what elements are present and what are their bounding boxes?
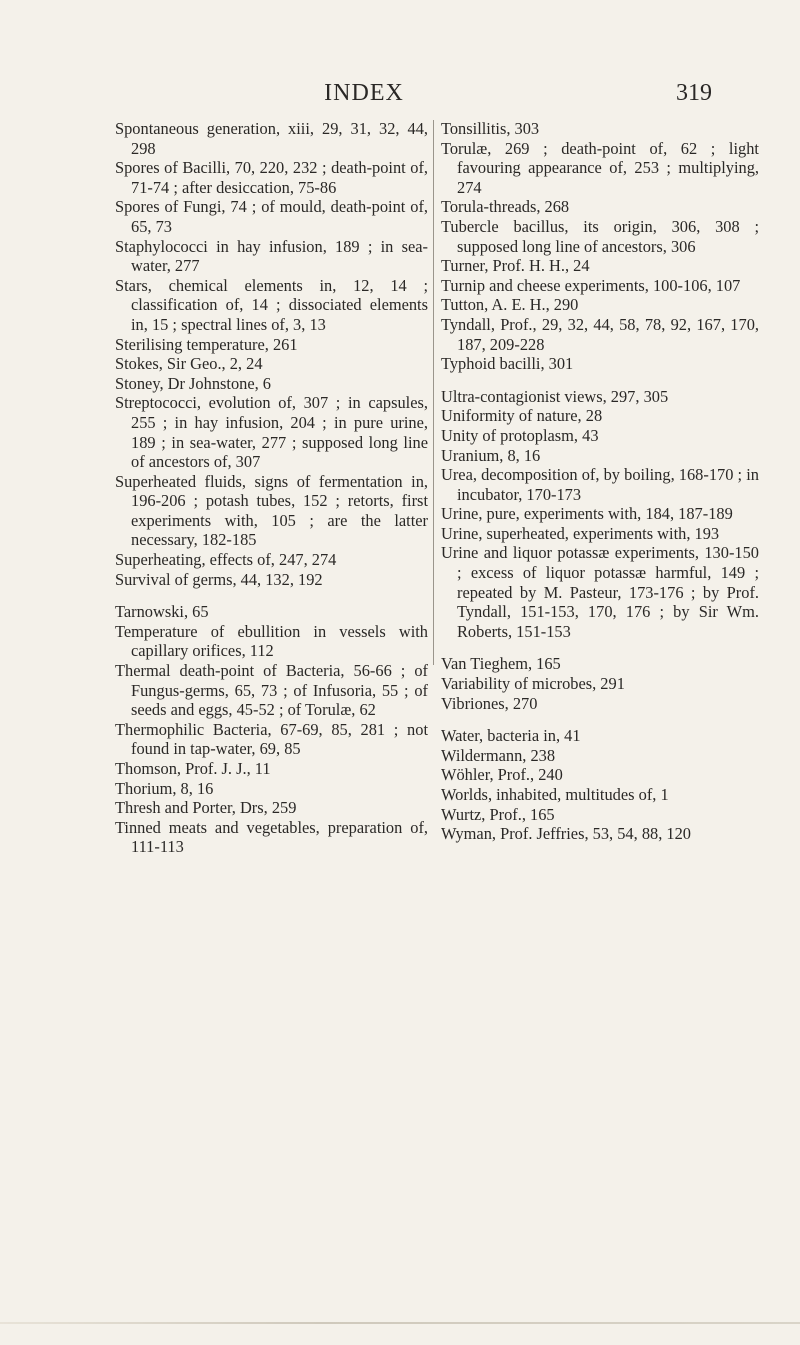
section-gap xyxy=(441,641,759,654)
index-entry: Temperature of ebullition in vessels with capillary orifices, 112 xyxy=(115,621,428,661)
index-entry: Thresh and Porter, Drs, 259 xyxy=(115,798,297,818)
index-entry: Urine and liquor potassæ experiments, 130-150 ; excess of liquor potassæ harmful, 149 ; repeated by M. Pasteur, 173-176 ; by Prof. Tyndall, 151-153, 170, 176 ; by Sir Wm. Roberts, 151-153 xyxy=(441,543,759,641)
index-entry: Turner, Prof. H. H., 24 xyxy=(441,256,590,276)
index-entry: Spores of Fungi, 74 ; of mould, death-point of, 65, 73 xyxy=(115,197,428,236)
index-entry: Staphylococci in hay infusion, 189 ; in sea-water, 277 xyxy=(115,236,428,276)
index-entry: Torula-threads, 268 xyxy=(441,197,570,217)
index-entry: Urine, pure, experiments with, 184, 187-189 xyxy=(441,504,733,524)
index-entry: Uranium, 8, 16 xyxy=(441,445,541,465)
index-entry: Urea, decomposition of, by boiling, 168-170 ; in incubator, 170-173 xyxy=(441,465,759,504)
index-entry: Thermal death-point of Bacteria, 56-66 ; of Fungus-germs, 65, 73 ; of Infusoria, 55 ; of seeds and eggs, 45-52 ; of Torulæ, 62 xyxy=(115,661,428,720)
index-entry: Superheated fluids, signs of fermentation in, 196-206 ; potash tubes, 152 ; retorts, first experiments with, 105 ; are the latter necessary, 182-185 xyxy=(115,471,428,550)
index-entry: Wyman, Prof. Jeffries, 53, 54, 88, 120 xyxy=(441,824,691,844)
index-entry: Torulæ, 269 ; death-point of, 62 ; light favouring appearance of, 253 ; multiplying, 274 xyxy=(441,138,759,197)
index-entry: Ultra-contagionist views, 297, 305 xyxy=(441,386,669,406)
index-entry: Survival of germs, 44, 132, 192 xyxy=(115,569,323,589)
index-entry: Thermophilic Bacteria, 67-69, 85, 281 ; not found in tap-water, 69, 85 xyxy=(115,719,428,759)
section-gap xyxy=(441,374,759,387)
index-entry: Turnip and cheese experiments, 100-106, 107 xyxy=(441,275,741,295)
index-entry: Superheating, effects of, 247, 274 xyxy=(115,550,337,570)
page-title: INDEX xyxy=(324,80,404,106)
index-entry: Wildermann, 238 xyxy=(441,745,556,765)
index-entry: Wurtz, Prof., 165 xyxy=(441,804,555,824)
index-entry: Sterilising temperature, 261 xyxy=(115,334,298,354)
index-entry: Tubercle bacillus, its origin, 306, 308 ; supposed long line of ancestors, 306 xyxy=(441,216,759,256)
section-gap xyxy=(441,713,759,726)
index-entry: Stars, chemical elements in, 12, 14 ; classification of, 14 ; dissociated elements in, 15 ; spectral lines of, 3, 13 xyxy=(115,275,428,334)
index-entry: Wöhler, Prof., 240 xyxy=(441,765,563,785)
index-entry: Unity of protoplasm, 43 xyxy=(441,425,599,445)
page-number: 319 xyxy=(676,80,712,106)
page-header xyxy=(0,80,800,110)
index-entry: Tutton, A. E. H., 290 xyxy=(441,295,579,315)
index-entry: Tonsillitis, 303 xyxy=(441,119,540,138)
index-entry: Thorium, 8, 16 xyxy=(115,778,214,798)
index-entry: Thomson, Prof. J. J., 11 xyxy=(115,759,271,778)
index-entry: Streptococci, evolution of, 307 ; in capsules, 255 ; in hay infusion, 204 ; in pure urine, 189 ; in sea-water, 277 ; supposed long line of ancestors of, 307 xyxy=(115,393,428,472)
index-entry: Spontaneous generation, xiii, 29, 31, 32, 44, 298 xyxy=(115,119,428,158)
index-entry: Tinned meats and vegetables, preparation of, 111-113 xyxy=(115,817,428,857)
index-entry: Uniformity of nature, 28 xyxy=(441,406,603,426)
index-entry: Typhoid bacilli, 301 xyxy=(441,354,574,374)
page-bottom-edge xyxy=(0,1322,800,1324)
index-entry: Water, bacteria in, 41 xyxy=(441,726,581,746)
index-entry: Worlds, inhabited, multitudes of, 1 xyxy=(441,785,669,804)
index-entry: Stoney, Dr Johnstone, 6 xyxy=(115,373,272,393)
index-entry: Van Tieghem, 165 xyxy=(441,654,561,674)
index-entry: Vibriones, 270 xyxy=(441,693,538,713)
index-entry: Tarnowski, 65 xyxy=(115,602,209,622)
index-column-right xyxy=(441,119,759,844)
index-column-left xyxy=(115,119,428,857)
index-entry: Urine, superheated, experiments with, 193 xyxy=(441,523,720,543)
index-entry: Stokes, Sir Geo., 2, 24 xyxy=(115,354,263,374)
index-entry: Tyndall, Prof., 29, 32, 44, 58, 78, 92, 167, 170, 187, 209-228 xyxy=(441,314,759,354)
column-divider xyxy=(433,120,434,665)
section-gap xyxy=(115,589,428,602)
index-entry: Variability of microbes, 291 xyxy=(441,674,625,694)
index-entry: Spores of Bacilli, 70, 220, 232 ; death-point of, 71-74 ; after desiccation, 75-86 xyxy=(115,158,428,197)
